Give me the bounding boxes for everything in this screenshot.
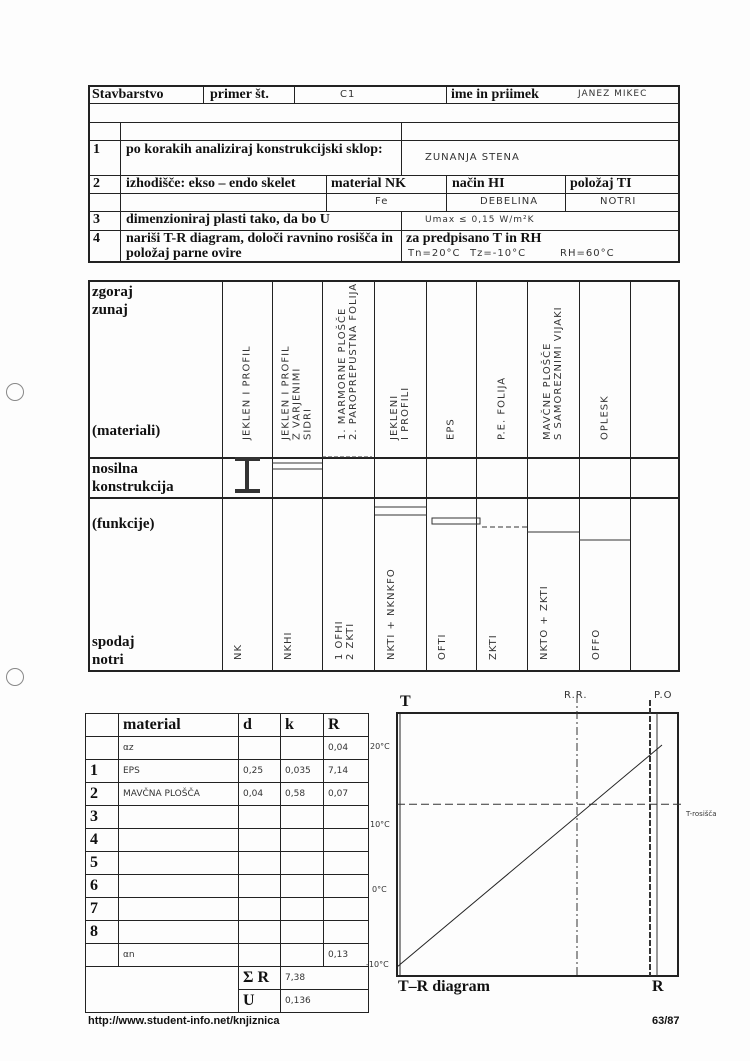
thickness-cell: [238, 828, 281, 852]
t-axis-label: T: [400, 693, 411, 710]
function-layer-4: NKTI + NKNKFO: [386, 568, 397, 660]
material-layer-3: 1. MARMORNE PLOŠČE 2. PAROPREPUSTNA FOLIJA: [337, 282, 359, 440]
material-cell: αn: [118, 943, 239, 967]
example-value: C1: [340, 89, 356, 100]
material-layer-1: JEKLEN I PROFIL: [241, 345, 253, 440]
function-layer-7: NKTO + ZKTI: [539, 585, 550, 660]
thickness-cell: [238, 943, 281, 967]
temperature-line: [397, 745, 662, 967]
header-row-number: [85, 713, 119, 737]
conditions-label: za predpisano T in RH: [406, 231, 542, 246]
conductivity-cell: [280, 897, 324, 921]
row-number: [85, 943, 119, 967]
material-cell: EPS: [118, 759, 239, 783]
example-label: primer št.: [210, 87, 269, 102]
conductivity-cell: [280, 943, 324, 967]
function-layer-8: OFFO: [590, 628, 602, 660]
y-tick-10: 10°C: [370, 820, 390, 829]
material-nk-value: Fe: [375, 196, 389, 207]
material-cell: [118, 874, 239, 898]
row-number: 8: [85, 920, 119, 944]
conductivity-cell: [280, 805, 324, 829]
t-r-diagram: [380, 690, 750, 1000]
material-cell: [118, 920, 239, 944]
top-label: zgoraj: [92, 284, 133, 300]
page-number: 63/87: [652, 1015, 680, 1027]
structure-label: konstrukcija: [92, 479, 174, 495]
function-layer-9: [641, 540, 669, 660]
method-hi-value: DEBELINA: [480, 196, 539, 207]
row-number: 6: [85, 874, 119, 898]
resistance-cell: [323, 805, 369, 829]
step-4-text: nariši T-R diagram, določi ravnino rosišča in položaj parne ovire: [126, 231, 393, 261]
step-3-text: dimenzioniraj plasti tako, da bo U: [126, 212, 330, 227]
thickness-cell: 0,25: [238, 759, 281, 783]
punch-hole: [6, 383, 24, 401]
header-material-cell: material: [118, 713, 239, 737]
row-number: 4: [85, 828, 119, 852]
name-value: JANEZ MIKEC: [578, 89, 648, 99]
y-tick-20: 20°C: [370, 742, 390, 751]
resistance-cell: [323, 851, 369, 875]
u-label: U: [238, 989, 281, 1013]
diagram-title: T–R diagram: [398, 978, 490, 995]
material-cell: [118, 897, 239, 921]
structure-label: nosilna: [92, 461, 138, 477]
t-outside: Tz=-10°C: [470, 248, 527, 259]
diagram-frame: [397, 713, 678, 976]
step-1-text: po korakih analiziraj konstrukcijski sklop:: [126, 142, 383, 157]
layer-sketch: [222, 455, 682, 545]
conductivity-cell: 0,035: [280, 759, 324, 783]
name-label: ime in priimek: [451, 87, 539, 102]
resistance-cell: 7,14: [323, 759, 369, 783]
material-nk-label: material NK: [331, 176, 407, 191]
thickness-cell: [238, 851, 281, 875]
material-cell: MAVČNA PLOŠČA: [118, 782, 239, 806]
material-cell: [118, 805, 239, 829]
thickness-cell: [238, 736, 281, 760]
step-number: 1: [93, 142, 100, 157]
resistance-cell: [323, 828, 369, 852]
function-layer-5: OFTI: [437, 633, 448, 660]
conductivity-cell: [280, 828, 324, 852]
vapor-barrier-label: P.O: [654, 690, 673, 701]
thickness-cell: 0,04: [238, 782, 281, 806]
resistance-cell: 0,07: [323, 782, 369, 806]
functions-label: (funkcije): [92, 516, 155, 532]
header-conductivity-cell: k: [280, 713, 324, 737]
step-number: 3: [93, 212, 100, 227]
resistance-cell: [323, 874, 369, 898]
function-layer-1: NK: [233, 643, 244, 660]
row-number: 2: [85, 782, 119, 806]
material-layer-4: JEKLENI I PROFILI: [389, 386, 411, 440]
resistance-cell: [323, 920, 369, 944]
subject-label: Stavbarstvo: [92, 87, 164, 102]
rh-value: RH=60°C: [560, 248, 615, 259]
material-layer-2: JEKLEN I PROFIL Z VARJENIMI SIDRI: [280, 345, 314, 440]
resistance-cell: 0,13: [323, 943, 369, 967]
row-number: 3: [85, 805, 119, 829]
resistance-cell: 0,04: [323, 736, 369, 760]
dew-temperature-label: T-rosišča: [686, 810, 717, 818]
y-tick-0: 0°C: [372, 885, 387, 894]
blank-cell: [85, 966, 239, 1013]
position-ti-label: položaj TI: [570, 176, 632, 191]
dew-plane-label: R.R.: [564, 690, 588, 701]
outside-label: zunaj: [92, 302, 128, 318]
row-number: 7: [85, 897, 119, 921]
conductivity-cell: [280, 736, 324, 760]
material-cell: αz: [118, 736, 239, 760]
method-hi-label: način HI: [452, 176, 505, 191]
conductivity-cell: [280, 851, 324, 875]
bottom-label: spodaj: [92, 634, 135, 650]
function-layer-3: 1 OFHI 2 ZKTI: [334, 620, 356, 660]
position-ti-value: NOTRI: [600, 196, 637, 207]
row-number: 5: [85, 851, 119, 875]
row-number: 1: [85, 759, 119, 783]
function-layer-2: NKHI: [283, 631, 294, 660]
function-layer-6: ZKTI: [487, 634, 499, 660]
material-layer-8: OPLESK: [599, 395, 610, 440]
resistance-cell: [323, 897, 369, 921]
r-axis-label: R: [652, 978, 664, 995]
thickness-cell: [238, 805, 281, 829]
inside-label: notri: [92, 652, 124, 668]
conductivity-cell: 0,58: [280, 782, 324, 806]
material-layer-6: P.E. FOLIJA: [496, 376, 507, 440]
row-number: [85, 736, 119, 760]
step-3-answer: Umax ≤ 0,15 W/m²K: [425, 215, 535, 225]
step-number: 4: [93, 231, 100, 246]
footer-url[interactable]: http://www.student-info.net/knjiznica: [88, 1015, 280, 1027]
t-inside: Tn=20°C: [408, 248, 461, 259]
y-tick-minus-10: -10°C: [366, 960, 389, 969]
punch-hole: [6, 668, 24, 686]
material-layer-7: MAVČNE PLOŠČE S SAMOREZNIMI VIJAKI: [542, 306, 564, 440]
step-1-answer: ZUNANJA STENA: [425, 152, 520, 163]
step-2-text: izhodišče: ekso – endo skelet: [126, 176, 296, 191]
thickness-cell: [238, 920, 281, 944]
materials-label: (materiali): [92, 423, 161, 439]
u-value: 0,136: [280, 989, 369, 1013]
material-cell: [118, 828, 239, 852]
step-number: 2: [93, 176, 100, 191]
material-layer-9: [637, 290, 673, 440]
header-resistance-cell: R: [323, 713, 369, 737]
sum-r-value: 7,38: [280, 966, 369, 990]
conductivity-cell: [280, 874, 324, 898]
header-thickness-cell: d: [238, 713, 281, 737]
thickness-cell: [238, 897, 281, 921]
material-cell: [118, 851, 239, 875]
thickness-cell: [238, 874, 281, 898]
conductivity-cell: [280, 920, 324, 944]
sum-r-label: Σ R: [238, 966, 281, 990]
material-layer-5: EPS: [445, 418, 457, 440]
